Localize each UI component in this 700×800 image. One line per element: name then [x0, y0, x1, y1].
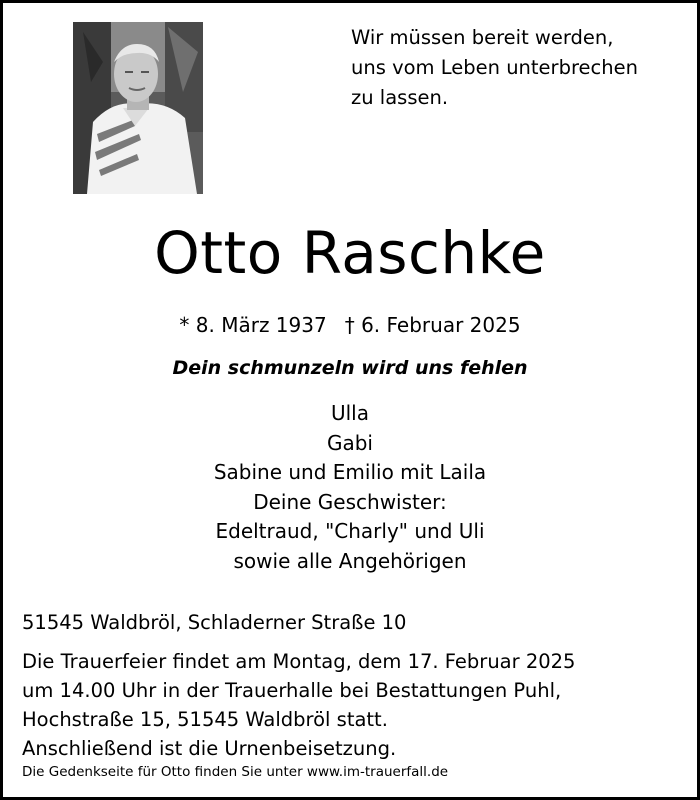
funeral-service-info: [22, 647, 575, 763]
life-dates: [3, 310, 697, 340]
deceased-name: Otto Raschke: [154, 219, 546, 287]
mourner-line: Deine Geschwister:: [253, 489, 447, 514]
birth-date: * 8. März 1937: [179, 313, 327, 337]
mourner-line: Ulla: [330, 401, 369, 425]
service-line: um 14.00 Uhr in der Trauerhalle bei Bestattungen Puhl,: [22, 679, 562, 702]
portrait-photo: [73, 22, 203, 194]
mourners-list: [3, 399, 697, 576]
quote-line: uns vom Leben unterbrechen: [351, 56, 638, 79]
mourner-line: sowie alle Angehörigen: [233, 548, 467, 573]
death-date: † 6. Februar 2025: [344, 313, 521, 337]
memorial-page-note: Die Gedenkseite für Otto finden Sie unter www.im-trauerfall.de: [22, 764, 449, 780]
service-line: Hochstraße 15, 51545 Waldbröl statt.: [22, 708, 388, 731]
quote-block: [351, 23, 681, 113]
quote-line: zu lassen.: [351, 86, 449, 109]
mourner-line: Edeltraud, "Charly" und Uli: [215, 519, 485, 543]
quote-line: Wir müssen bereit werden,: [351, 26, 614, 49]
motto: Dein schmunzeln wird uns fehlen: [172, 357, 528, 379]
service-line: Anschließend ist die Urnenbeisetzung.: [22, 737, 397, 760]
mourner-line: Gabi: [326, 430, 373, 455]
family-address: 51545 Waldbröl, Schladerner Straße 10: [22, 611, 407, 634]
mourner-line: Sabine und Emilio mit Laila: [213, 460, 487, 484]
service-line: Die Trauerfeier findet am Montag, dem 17. Februar 2025: [22, 650, 576, 673]
